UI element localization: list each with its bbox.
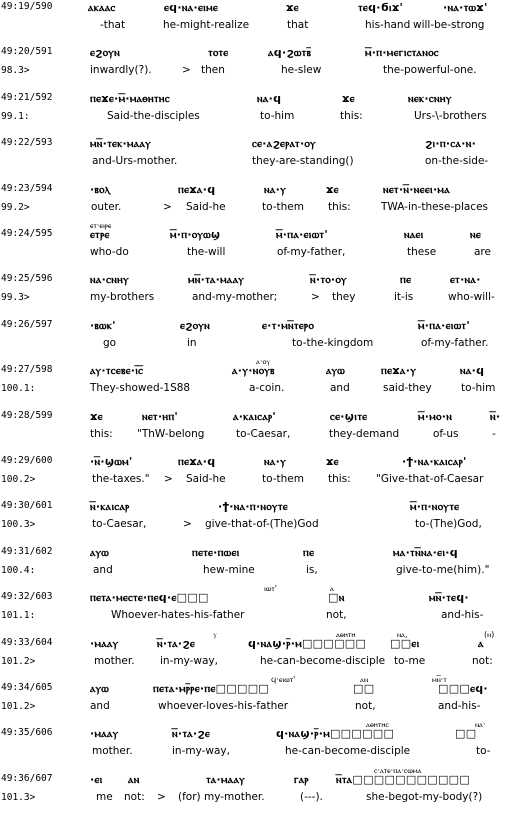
gloss-word: and — [330, 382, 350, 395]
gloss-word: to-him — [461, 382, 496, 395]
coptic-word: ⲛⲉⲕ·ⲥⲛⲏⲩ — [408, 91, 452, 105]
superscript-correction: ⲛⲁ, — [397, 629, 408, 639]
gloss-word: to-Caesar, — [236, 427, 291, 440]
verse-entry — [0, 46, 505, 91]
gloss-word: and-his- — [438, 700, 481, 712]
coptic-word: □□ⲉⲓ — [390, 636, 420, 650]
verse-entry — [0, 357, 505, 409]
coptic-word: ⲙⲛ̅·ⲧⲉⲕ·ⲙⲁⲁⲩ — [90, 137, 151, 151]
coptic-word: ⲡⲉ — [303, 545, 315, 559]
section-reference: 100.4: — [1, 564, 36, 576]
coptic-word: ⲉⲧⲣⲉ — [90, 228, 110, 241]
verse-entry — [0, 765, 505, 818]
coptic-word: ⲧⲁ·ⲙⲁⲁⲩ — [206, 772, 246, 786]
gloss-word: Said-the-disciples — [107, 109, 200, 122]
superscript-correction: ⲁⲛ — [360, 675, 369, 684]
coptic-word: ⲡⲉϫⲁ·ϥ — [178, 182, 216, 196]
superscript-correction: ⲥ·ⲁⲧⲉ·ⲡⲁ·ⲥⲱⲙⲁ — [374, 765, 422, 775]
coptic-word: ⲙ̅·ⲡ·ⲟⲩⲱϣ — [170, 228, 221, 241]
coptic-word: ⲁϥ·ϩⲱⲧⲃ̅ — [268, 46, 312, 60]
superscript-correction: ⲁ — [330, 584, 334, 594]
coptic-word: ⲛⲁ·ⲩ — [264, 455, 287, 468]
gloss-word: not, — [326, 609, 347, 622]
gloss-word: and-my-mother; — [192, 291, 278, 304]
gloss-word: Said-he — [186, 200, 226, 213]
line-reference: 49:30/601 — [1, 500, 53, 512]
gloss-word: to-me — [394, 654, 426, 667]
line-reference: 49:27/598 — [1, 364, 53, 376]
gloss-word: > — [157, 790, 166, 803]
verse-entry — [0, 629, 505, 682]
coptic-word: ϫⲉ — [326, 182, 339, 196]
gloss-word: it-is — [394, 291, 414, 304]
coptic-word: ⲙⲁ·ⲧⲛ̅ⲛⲁ·ⲉⲓ·ϥ — [393, 545, 458, 559]
coptic-word: ⲁⲩ·ⲧⲥⲉⲃⲉ·ⲓ̅ⲥ̅ — [90, 364, 144, 378]
line-reference: 49:34/605 — [1, 682, 53, 693]
gloss-word: -that — [100, 19, 126, 31]
coptic-word: ⲁ·ⲩ·ⲛⲟⲩⲃ — [232, 364, 275, 378]
gloss-word: in — [187, 336, 197, 349]
verse-entry — [0, 319, 505, 364]
coptic-word: ϫⲉ — [342, 91, 355, 105]
section-reference: 100.2> — [1, 474, 36, 485]
coptic-word: ⲡⲉⲧⲁ·ⲙⲉⲥⲧⲉ·ⲡⲉϥ·ⲉ□□□ — [90, 591, 209, 605]
gloss-word: mother. — [92, 745, 133, 758]
gloss-word: > — [163, 200, 172, 213]
coptic-word: ⲙⲛ̅·ⲧⲉϥ· — [429, 591, 469, 605]
coptic-word: ·ⲙⲁⲁⲩ — [90, 727, 119, 741]
gloss-word: this: — [90, 427, 113, 440]
gloss-word: are — [474, 246, 491, 258]
coptic-word: ⲛ̅·ⲧⲟ·ⲟⲩ — [310, 273, 347, 287]
gloss-word: go — [103, 336, 117, 349]
coptic-word: ⲧⲉϥ·ϭⲓϫ' — [358, 1, 404, 14]
gloss-word: and — [93, 563, 113, 576]
gloss-word: hew-mine — [203, 563, 255, 576]
coptic-word: ⲙ̅·ⲡ·ⲙⲉⲅⲓⲥⲧⲁⲛⲟⲥ — [365, 46, 439, 60]
gloss-word: (for) — [178, 790, 201, 803]
gloss-word: Said-he — [186, 473, 226, 485]
section-reference: 101.1: — [1, 610, 36, 622]
gloss-word: is, — [306, 563, 318, 576]
section-reference: 99.2> — [1, 201, 30, 213]
coptic-word: ⲁ — [478, 636, 484, 650]
coptic-word: ·ⲛ̅·ϣⲱⲙ' — [90, 455, 133, 468]
superscript-correction: ⲁⲑⲏⲧⲏⲥ — [366, 720, 389, 730]
gloss-word: Urs-\-brothers — [414, 109, 487, 122]
coptic-word: ⲁⲩⲱ — [326, 364, 346, 378]
gloss-word: a-coin. — [249, 382, 285, 395]
coptic-word: ⲛ̅·ⲕⲁⲓⲥⲁⲣ — [90, 500, 130, 514]
section-reference: 100.1: — [1, 383, 36, 395]
gloss-word: in-my-way, — [160, 654, 218, 667]
line-reference: 49:22/593 — [1, 137, 53, 149]
gloss-word: to- — [476, 745, 491, 758]
gloss-word: give-to-me(him)." — [396, 563, 490, 576]
coptic-word: ⲡⲉ — [400, 273, 412, 287]
line-reference: 49:29/600 — [1, 455, 53, 466]
gloss-word: Whoever-hates-his-father — [111, 609, 245, 622]
section-reference: 99.1: — [1, 110, 30, 122]
section-reference: 98.3> — [1, 65, 30, 77]
gloss-word: mother. — [94, 654, 135, 667]
coptic-word: ⲛⲉ — [470, 228, 482, 241]
gloss-word: he-might-realize — [163, 19, 250, 31]
gloss-word: my-mother. — [204, 790, 265, 803]
coptic-word: ⲛ̅·ⲧⲁ·ϩⲉ — [172, 727, 211, 741]
coptic-word: □□ — [455, 727, 477, 741]
gloss-word: inwardly(?). — [90, 64, 152, 77]
gloss-word: not, — [355, 700, 376, 712]
coptic-word: ⲛⲁ·ϥ — [257, 91, 282, 105]
coptic-word: ·ⲃⲱⲕ' — [90, 318, 116, 332]
superscript-correction: ⲓⲱⲧ' — [264, 584, 277, 594]
coptic-word: ⲙⲛ̅·ⲧⲁ·ⲙⲁⲁⲩ — [188, 273, 245, 287]
coptic-word: ϫⲉ — [286, 1, 299, 14]
line-reference: 49:36/607 — [1, 772, 53, 784]
gloss-word: in-my-way, — [172, 745, 230, 758]
gloss-word: the-powerful-one. — [383, 64, 477, 77]
line-reference: 49:32/603 — [1, 591, 53, 603]
gloss-word: then — [201, 64, 225, 77]
gloss-word: he-can-become-disciple — [285, 745, 411, 758]
verse-entry — [0, 410, 505, 455]
coptic-word: ·ϯ·ⲛⲁ·ⲕⲁⲓⲥⲁⲣ' — [402, 455, 467, 468]
superscript-correction: (ⲛ) — [484, 629, 495, 639]
gloss-word: that — [287, 19, 309, 31]
verse-entry — [0, 137, 505, 182]
gloss-word: and-Urs-mother. — [92, 155, 178, 168]
coptic-word: ⲉ·ⲧ·ⲙⲛ̅ⲧⲉⲣⲟ — [262, 318, 315, 332]
coptic-word: ⲛⲁ·ⲩ — [264, 182, 287, 196]
coptic-word: ⲙ̅·ⲡⲁ·ⲉⲓⲱⲧ' — [276, 228, 329, 241]
gloss-word: give-that-of-(The)God — [205, 518, 319, 531]
coptic-word: ⲥⲉ·ⲁϩⲉⲣⲁⲧ·ⲟⲩ — [252, 137, 316, 151]
gloss-word: this: — [328, 200, 351, 213]
coptic-word: ϩⲓ·ⲡ·ⲥⲁ·ⲛ· — [425, 137, 477, 151]
coptic-word: ⲡⲉϫⲁ·ϥ — [178, 455, 216, 468]
line-reference: 49:21/592 — [1, 91, 53, 103]
coptic-word: ·ⲃⲟⲗ — [90, 182, 110, 196]
verse-entry — [0, 720, 505, 772]
verse-entry — [0, 183, 505, 228]
coptic-word: ⲉϩⲟⲩⲛ — [90, 46, 121, 60]
gloss-word: said-they — [383, 382, 432, 395]
coptic-word: ϫⲉ — [90, 409, 103, 423]
coptic-word: ⲉⲧ·ⲛⲁ· — [450, 273, 481, 287]
gloss-word: my-brothers — [90, 291, 155, 304]
coptic-word: ⲁ·ⲕⲁⲓⲥⲁⲣ' — [233, 409, 277, 423]
coptic-word: ⲡⲉϫⲁ·ⲩ — [381, 364, 417, 378]
coptic-word: ⲛ̅ⲧⲁ□□□□□□□□□□□ — [336, 772, 471, 786]
coptic-word: ⲙ̅·ⲡⲁ·ⲉⲓⲱⲧ' — [418, 318, 471, 332]
gloss-word: - — [492, 427, 496, 440]
gloss-word: she-begot-my-body(?) — [366, 790, 483, 803]
coptic-word: ·ⲙⲁⲁⲩ — [90, 636, 119, 650]
gloss-word: whoever-loves-his-father — [158, 700, 289, 712]
gloss-word: not: — [124, 790, 145, 803]
gloss-word: "Give-that-of-Caesar — [376, 473, 484, 485]
gloss-word: they — [332, 291, 356, 304]
verse-entry — [0, 92, 505, 137]
line-reference: 49:25/596 — [1, 273, 53, 285]
coptic-word: ⲅⲁⲣ — [294, 772, 309, 786]
gloss-word: to-them — [262, 473, 304, 485]
gloss-word: the-taxes." — [92, 473, 150, 485]
superscript-correction: ⲁ·ⲟⲩ — [256, 357, 271, 367]
gloss-word: to-Caesar, — [92, 518, 147, 531]
superscript-correction: ⲁⲑⲏⲧⲏ — [336, 629, 356, 639]
coptic-word: ⲛ̅·ⲧⲁ·ϩⲉ — [157, 636, 196, 650]
line-reference: 49:20/591 — [1, 46, 53, 58]
coptic-word: ⲁⲕⲁⲁⲥ — [88, 1, 116, 14]
superscript-correction: ⲛⲁ· — [475, 720, 486, 730]
gloss-word: TWA-in-these-places — [381, 200, 488, 213]
verse-entry — [0, 221, 505, 273]
line-reference: 49:35/606 — [1, 727, 53, 739]
gloss-word: he-slew — [281, 64, 322, 77]
coptic-word: ⲁⲩⲱ — [90, 682, 110, 695]
coptic-word: ⲉϥ·ⲛⲁ·ⲉⲓⲙⲉ — [164, 1, 219, 14]
coptic-word: ·ⲉⲓ — [90, 772, 103, 786]
gloss-word: not: — [472, 654, 493, 667]
gloss-word: these — [407, 246, 437, 258]
section-reference: 101.2> — [1, 701, 36, 712]
coptic-word: ⲡⲉϫⲉ·ⲙ̅·ⲙⲁⲑⲏⲧⲏⲥ — [90, 91, 170, 105]
coptic-word: ⲛⲉⲧ·ⲏⲡ' — [142, 409, 179, 423]
line-reference: 49:23/594 — [1, 182, 53, 194]
coptic-word: ⲁⲩⲱ — [90, 545, 110, 559]
superscript-correction: ϥ·ⲉⲓⲱⲧ' — [271, 675, 296, 684]
verse-entry — [0, 455, 505, 500]
superscript-correction: ⲉⲧ·ⲉⲓⲣⲉ — [90, 221, 112, 230]
gloss-word: outer. — [91, 200, 122, 213]
coptic-word: ϫⲉ — [326, 455, 339, 468]
coptic-word: ϥ·ⲛⲁϣ·ⲣ̅·ⲙ□□□□□□ — [248, 636, 367, 650]
verse-entry — [0, 675, 505, 727]
gloss-word: to-him — [260, 109, 295, 122]
line-reference: 49:31/602 — [1, 545, 53, 557]
gloss-word: the-will — [187, 246, 226, 258]
gloss-word: to-the-kingdom — [292, 336, 374, 349]
gloss-word: and — [90, 700, 110, 712]
section-reference: 101.2> — [1, 655, 36, 667]
gloss-word: > — [164, 473, 173, 485]
coptic-word: ⲛⲁ·ⲥⲛⲏⲩ — [90, 273, 130, 287]
coptic-word: ⲡⲉⲧⲁ·ⲙⲣ̅ⲣⲉ·ⲡⲉ□□□□□ — [153, 682, 270, 695]
line-reference: 49:28/599 — [1, 409, 53, 421]
section-reference: 99.3> — [1, 292, 30, 304]
gloss-word: (---). — [300, 790, 323, 803]
verse-entry — [0, 273, 505, 318]
gloss-word: on-the-side- — [425, 155, 489, 168]
gloss-word: will-be-strong — [413, 19, 485, 31]
gloss-word: They-showed-1S88 — [90, 382, 191, 395]
coptic-word: ⲛⲉⲧ·ⲛ̅·ⲛⲉⲉⲓ·ⲙⲁ — [383, 182, 450, 196]
coptic-word: ϥ·ⲛⲁϣ·ⲣ̅·ⲙ□□□□□□ — [276, 727, 395, 741]
gloss-word: of-us — [433, 427, 459, 440]
line-reference: 49:19/590 — [1, 1, 53, 12]
coptic-word: ⲛ̅· — [490, 409, 501, 423]
coptic-word: ⲁⲛ — [128, 772, 140, 786]
verse-entry — [0, 546, 505, 591]
verse-entry — [0, 584, 505, 636]
coptic-word: ⲡⲉⲧⲉ·ⲡⲱⲉⲓ — [192, 545, 240, 559]
gloss-word: this: — [340, 109, 363, 122]
gloss-word: they-are-standing() — [252, 155, 354, 168]
coptic-word: ⲥⲉ·ϣⲓⲧⲉ — [330, 409, 368, 423]
superscript-correction: ⲙⲛ̅·ⲧ — [432, 675, 447, 684]
verse-entry — [0, 1, 505, 46]
coptic-word: □□ — [353, 682, 375, 695]
gloss-word: of-my-father. — [421, 336, 489, 349]
verse-entry — [0, 500, 505, 545]
coptic-word: ·ϯ·ⲛⲁ·ⲡ·ⲛⲟⲩⲧⲉ — [218, 500, 288, 514]
coptic-word: □□□ⲉϥ· — [438, 682, 488, 695]
coptic-word: ⲧⲟⲧⲉ — [208, 46, 229, 60]
gloss-word: who-do — [90, 246, 129, 258]
line-reference: 49:26/597 — [1, 318, 53, 330]
gloss-word: me — [96, 790, 113, 803]
superscript-correction: ⲩ — [213, 629, 218, 639]
line-reference: 49:33/604 — [1, 636, 53, 648]
coptic-word: ·ⲛⲁ·ⲧⲱϫ' — [443, 1, 488, 14]
section-reference: 101.3> — [1, 791, 36, 803]
gloss-word: > — [183, 518, 192, 531]
gloss-word: they-demand — [329, 427, 400, 440]
coptic-word: ⲛⲁ·ϥ — [460, 364, 485, 378]
line-reference: 49:24/595 — [1, 228, 53, 239]
gloss-word: > — [182, 64, 191, 77]
gloss-word: of-my-father, — [277, 246, 346, 258]
gloss-word: he-can-become-disciple — [260, 654, 386, 667]
coptic-word: ⲙ̅·ⲡ·ⲛⲟⲩⲧⲉ — [410, 500, 460, 514]
coptic-word: □ⲛ — [328, 591, 345, 605]
gloss-word: this: — [328, 473, 351, 485]
gloss-word: > — [311, 291, 320, 304]
coptic-word: ⲙ̅·ⲙⲟ·ⲛ — [418, 409, 453, 423]
gloss-word: "ThW-belong — [137, 427, 205, 440]
coptic-word: ⲛⲁⲉⲓ — [404, 228, 424, 241]
coptic-word: ⲉϩⲟⲩⲛ — [180, 318, 211, 332]
gloss-word: to-them — [262, 200, 304, 213]
section-reference: 100.3> — [1, 519, 36, 531]
gloss-word: to-(The)God, — [415, 518, 482, 531]
gloss-word: and-his- — [441, 609, 484, 622]
gloss-word: his-hand — [365, 19, 411, 31]
gloss-word: who-will- — [448, 291, 495, 304]
